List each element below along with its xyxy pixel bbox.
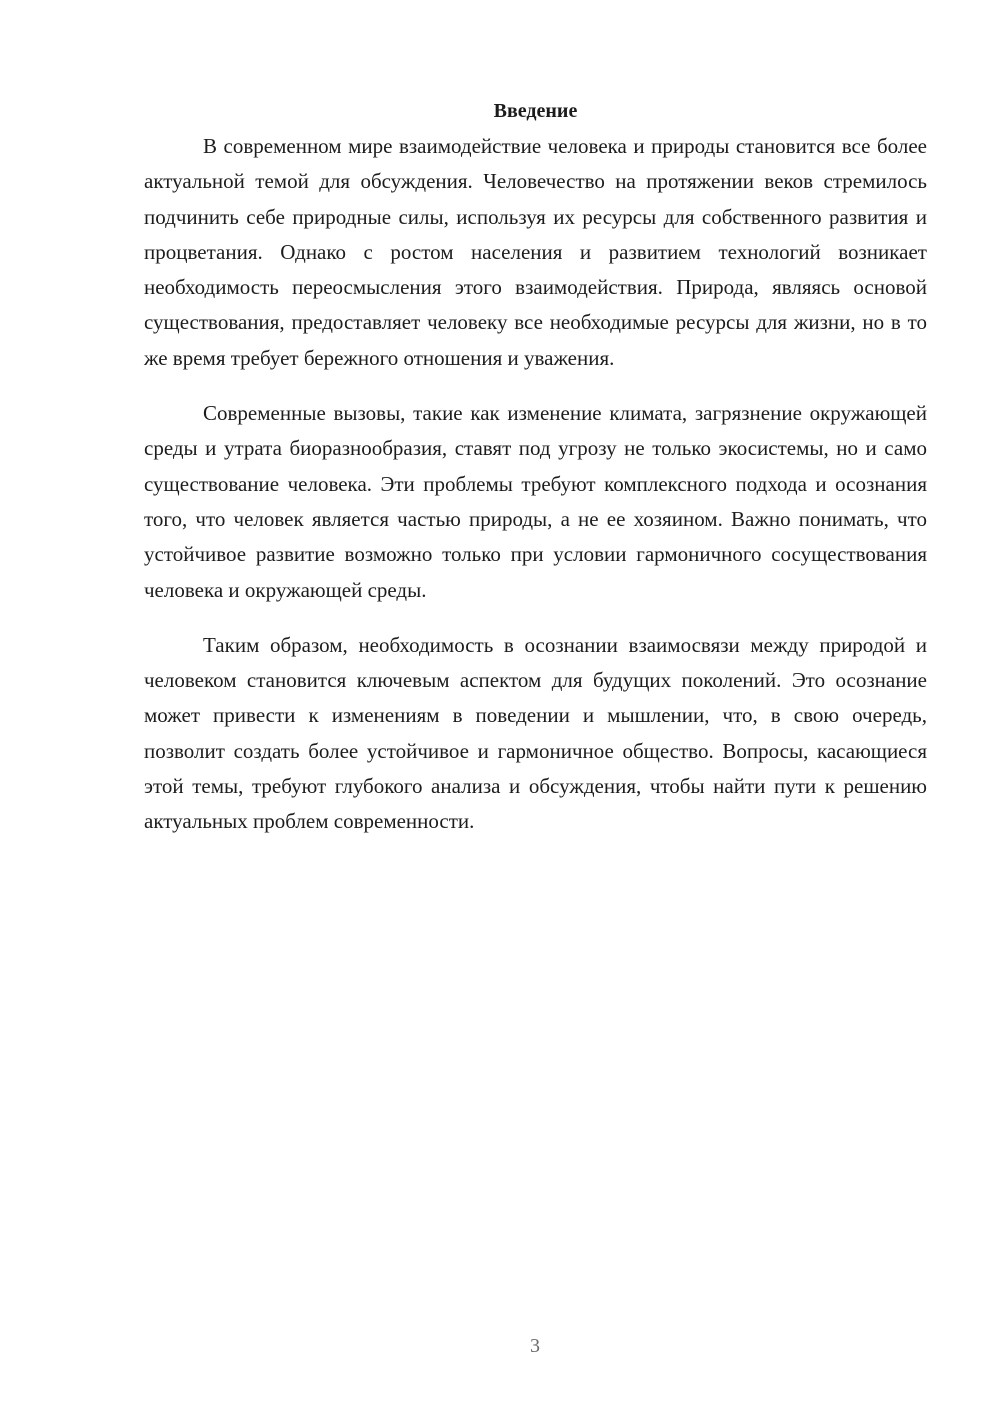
paragraph-3: Таким образом, необходимость в осознании взаимосвязи между природой и человеком становится ключевым аспектом для будущих поколений. Это осознание может привести к изменениям в поведении и мышлении, что, в свою очередь, позволит создать более устойчивое и гармоничное общество. Вопросы, касающиеся этой темы, требуют глубокого анализа и обсуждения, чтобы найти пути к решению актуальных проблем современности. (144, 632, 927, 834)
paragraph-2: Современные вызовы, такие как изменение климата, загрязнение окружающей среды и утрата биоразнообразия, ставят под угрозу не только экосистемы, но и само существование человека. Эти проблемы требуют комплексного подхода и осознания того, что человек является частью природы, а не ее хозяином. Важно понимать, что устойчивое развитие возможно только при условии гармоничного сосуществования человека и окружающей среды. (144, 401, 927, 602)
page-content (144, 94, 927, 860)
paragraph-1: В современном мире взаимодействие человека и природы становится все более актуальной темой для обсуждения. Человечество на протяжении веков стремилось подчинить себе природные силы, используя их ресурсы для собственного развития и процветания. Однако с ростом населения и развитием технологий возникает необходимость переосмысления этого взаимодействия. Природа, являясь основой существования, предоставляет человеку все необходимые ресурсы для жизни, но в то же время требует бережного отношения и уважения. (144, 134, 927, 370)
section-title: Введение (493, 100, 578, 122)
page-number: 3 (530, 1335, 540, 1357)
